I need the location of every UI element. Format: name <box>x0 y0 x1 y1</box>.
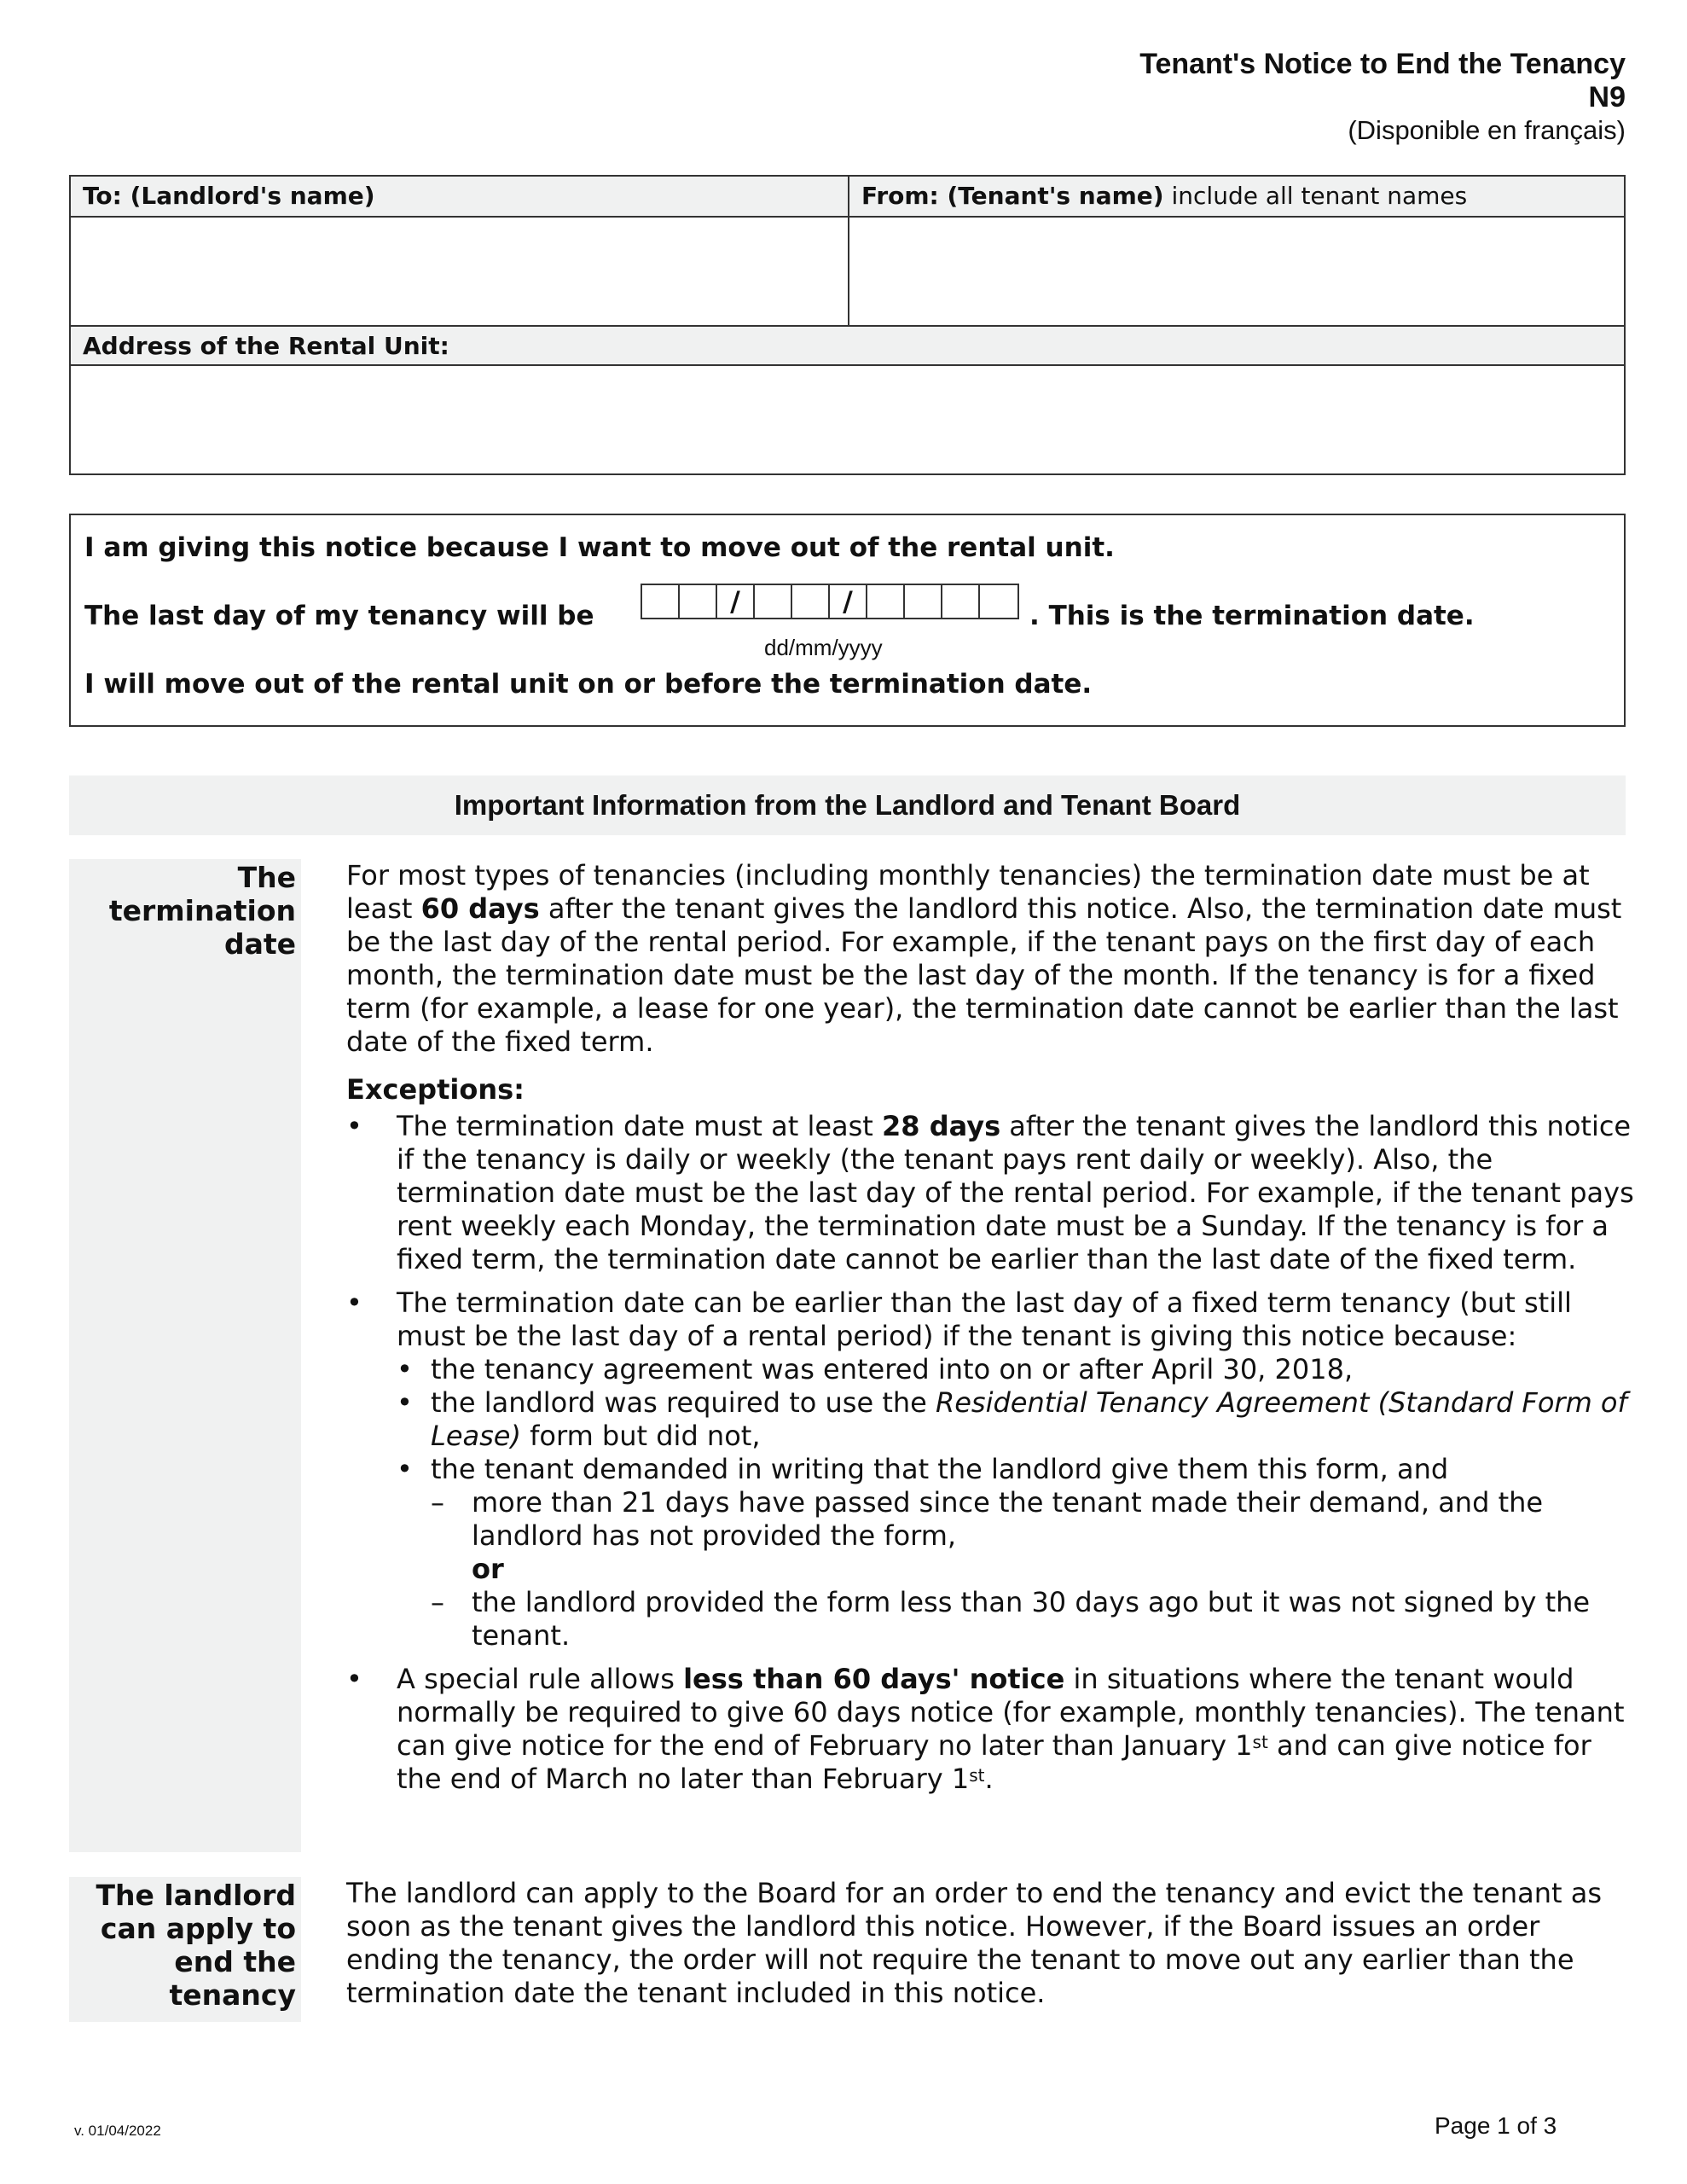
landlord-name-field[interactable] <box>71 218 848 325</box>
section-label-line: end the <box>174 1945 296 1978</box>
tenant-column <box>849 177 1624 325</box>
section-label-line: date <box>223 927 296 961</box>
termination-date-paragraph: For most types of tenancies (including monthly tenancies) the termination date must be at least 60 days after the tenant gives the landlord this notice. Also, the termination date must be the last day of the rental period. For example, if the tenant pays on the first day of each month, the termination date must be the last day of the month. If the tenancy is for a fixed term (for example, a lease for one year), the termination date cannot be earlier than the last date of the fixed term. <box>346 859 1622 1058</box>
sub-item: • the tenant demanded in writing that the landlord give them this form, and <box>397 1453 1449 1485</box>
landlord-name-label: To: (Landlord's name) <box>71 177 848 218</box>
date-day-digit[interactable] <box>642 585 680 618</box>
date-separator: / <box>830 585 867 618</box>
landlord-apply-section-label <box>69 1877 301 2022</box>
or-separator: or <box>472 1553 504 1585</box>
exception-daily-weekly: • The termination date must at least 28 days after the tenant gives the landlord this notice if the tenancy is daily or weekly (the tenant pays rent daily or weekly). Also, the termination date must be the last day of the rental period. For example, if the tenant pays rent weekly each Monday, the termination date must be a Sunday. If the tenancy is for a fixed term, the termination date cannot be earlier than the last date of the fixed term. <box>346 1110 1634 1275</box>
form-title: Tenant's Notice to End the Tenancy <box>1139 48 1626 80</box>
rental-unit-label: Address of the Rental Unit: <box>71 325 1624 366</box>
notice-box <box>69 514 1626 727</box>
date-day-digit[interactable] <box>680 585 717 618</box>
landlord-apply-section-body <box>346 1877 1634 2010</box>
date-year-digit[interactable] <box>867 585 905 618</box>
date-format-hint: dd/mm/yyyy <box>764 635 883 660</box>
version-number: v. 01/04/2022 <box>74 2123 161 2139</box>
tenant-name-label: From: (Tenant's name) include all tenant names <box>849 177 1624 218</box>
section-label-line: tenancy <box>169 1978 296 2012</box>
dash-item: – more than 21 days have passed since the tenant made their demand, and the landlord has not provided the form, <box>431 1486 1544 1552</box>
date-year-digit[interactable] <box>942 585 980 618</box>
termination-date-input[interactable] <box>641 584 1019 619</box>
landlord-apply-paragraph: The landlord can apply to the Board for an order to end the tenancy and evict the tenant as soon as the tenant gives the landlord this notice. However, if the Board issues an order ending the tenancy, the order will not require the tenant to move out any earlier than the termination date the tenant included in this notice. <box>346 1877 1602 2009</box>
exceptions-heading: Exceptions: <box>346 1073 525 1106</box>
date-year-digit[interactable] <box>905 585 942 618</box>
tenant-name-hint: include all tenant names <box>1163 182 1468 210</box>
important-info-heading: Important Information from the Landlord and Tenant Board <box>69 775 1626 835</box>
sub-item: • the landlord was required to use the Residential Tenancy Agreement (Standard Form of Lease) form but did not, <box>397 1386 1627 1452</box>
section-label-line: The <box>237 861 296 894</box>
date-separator: / <box>717 585 755 618</box>
french-availability: (Disponible en français) <box>1348 115 1626 145</box>
date-month-digit[interactable] <box>755 585 792 618</box>
rental-unit-address-field[interactable] <box>71 366 1624 473</box>
sub-item: • the tenancy agreement was entered into on or after April 30, 2018, <box>397 1353 1354 1385</box>
date-month-digit[interactable] <box>792 585 830 618</box>
exception-fixed-term: • The termination date can be earlier than the last day of a fixed term tenancy (but still must be the last day of a rental period) if the tenant is giving this notice because: • the tenancy agreement was entered into on or after April 30, 2018, • the landlord was required to use the Residential Tenancy Agreement (Standard Form of Lease) form but did not, • the tenant demanded in writing that the landlord give them this form, and – more than 21 days have passed since the tenant made their demand, and the landlord has not provided the form, or – the landlord provided the form less than 30 days ago but it was not signed by the tenant. <box>346 1287 1634 1653</box>
dash-item: – the landlord provided the form less than 30 days ago but it was not signed by the tenant. <box>431 1586 1591 1652</box>
exception-special-rule: • A special rule allows less than 60 days' notice in situations where the tenant would normally be required to give 60 days notice (for example, monthly tenancies). The tenant can give notice for the end of February no later than January 1st and can give notice for the end of March no later than February 1st. <box>346 1663 1625 1795</box>
termination-date-label: The last day of my tenancy will be <box>84 601 594 631</box>
termination-date-section-label <box>69 859 301 1852</box>
termination-date-suffix: . This is the termination date. <box>1029 601 1475 631</box>
section-label-line: can apply to <box>100 1912 296 1945</box>
date-year-digit[interactable] <box>980 585 1017 618</box>
termination-date-section-body <box>346 859 1634 1796</box>
landlord-column <box>71 177 849 325</box>
form-header <box>1139 47 1626 148</box>
page-number: Page 1 of 3 <box>1435 2112 1557 2139</box>
move-out-statement: I will move out of the rental unit on or before the termination date. <box>84 669 1093 700</box>
section-label-line: termination <box>108 894 296 927</box>
section-label-line: The landlord <box>96 1879 296 1912</box>
tenant-name-field[interactable] <box>849 218 1624 325</box>
form-code: N9 <box>1588 81 1626 113</box>
parties-table <box>69 175 1626 475</box>
notice-reason: I am giving this notice because I want to move out of the rental unit. <box>84 532 1115 563</box>
